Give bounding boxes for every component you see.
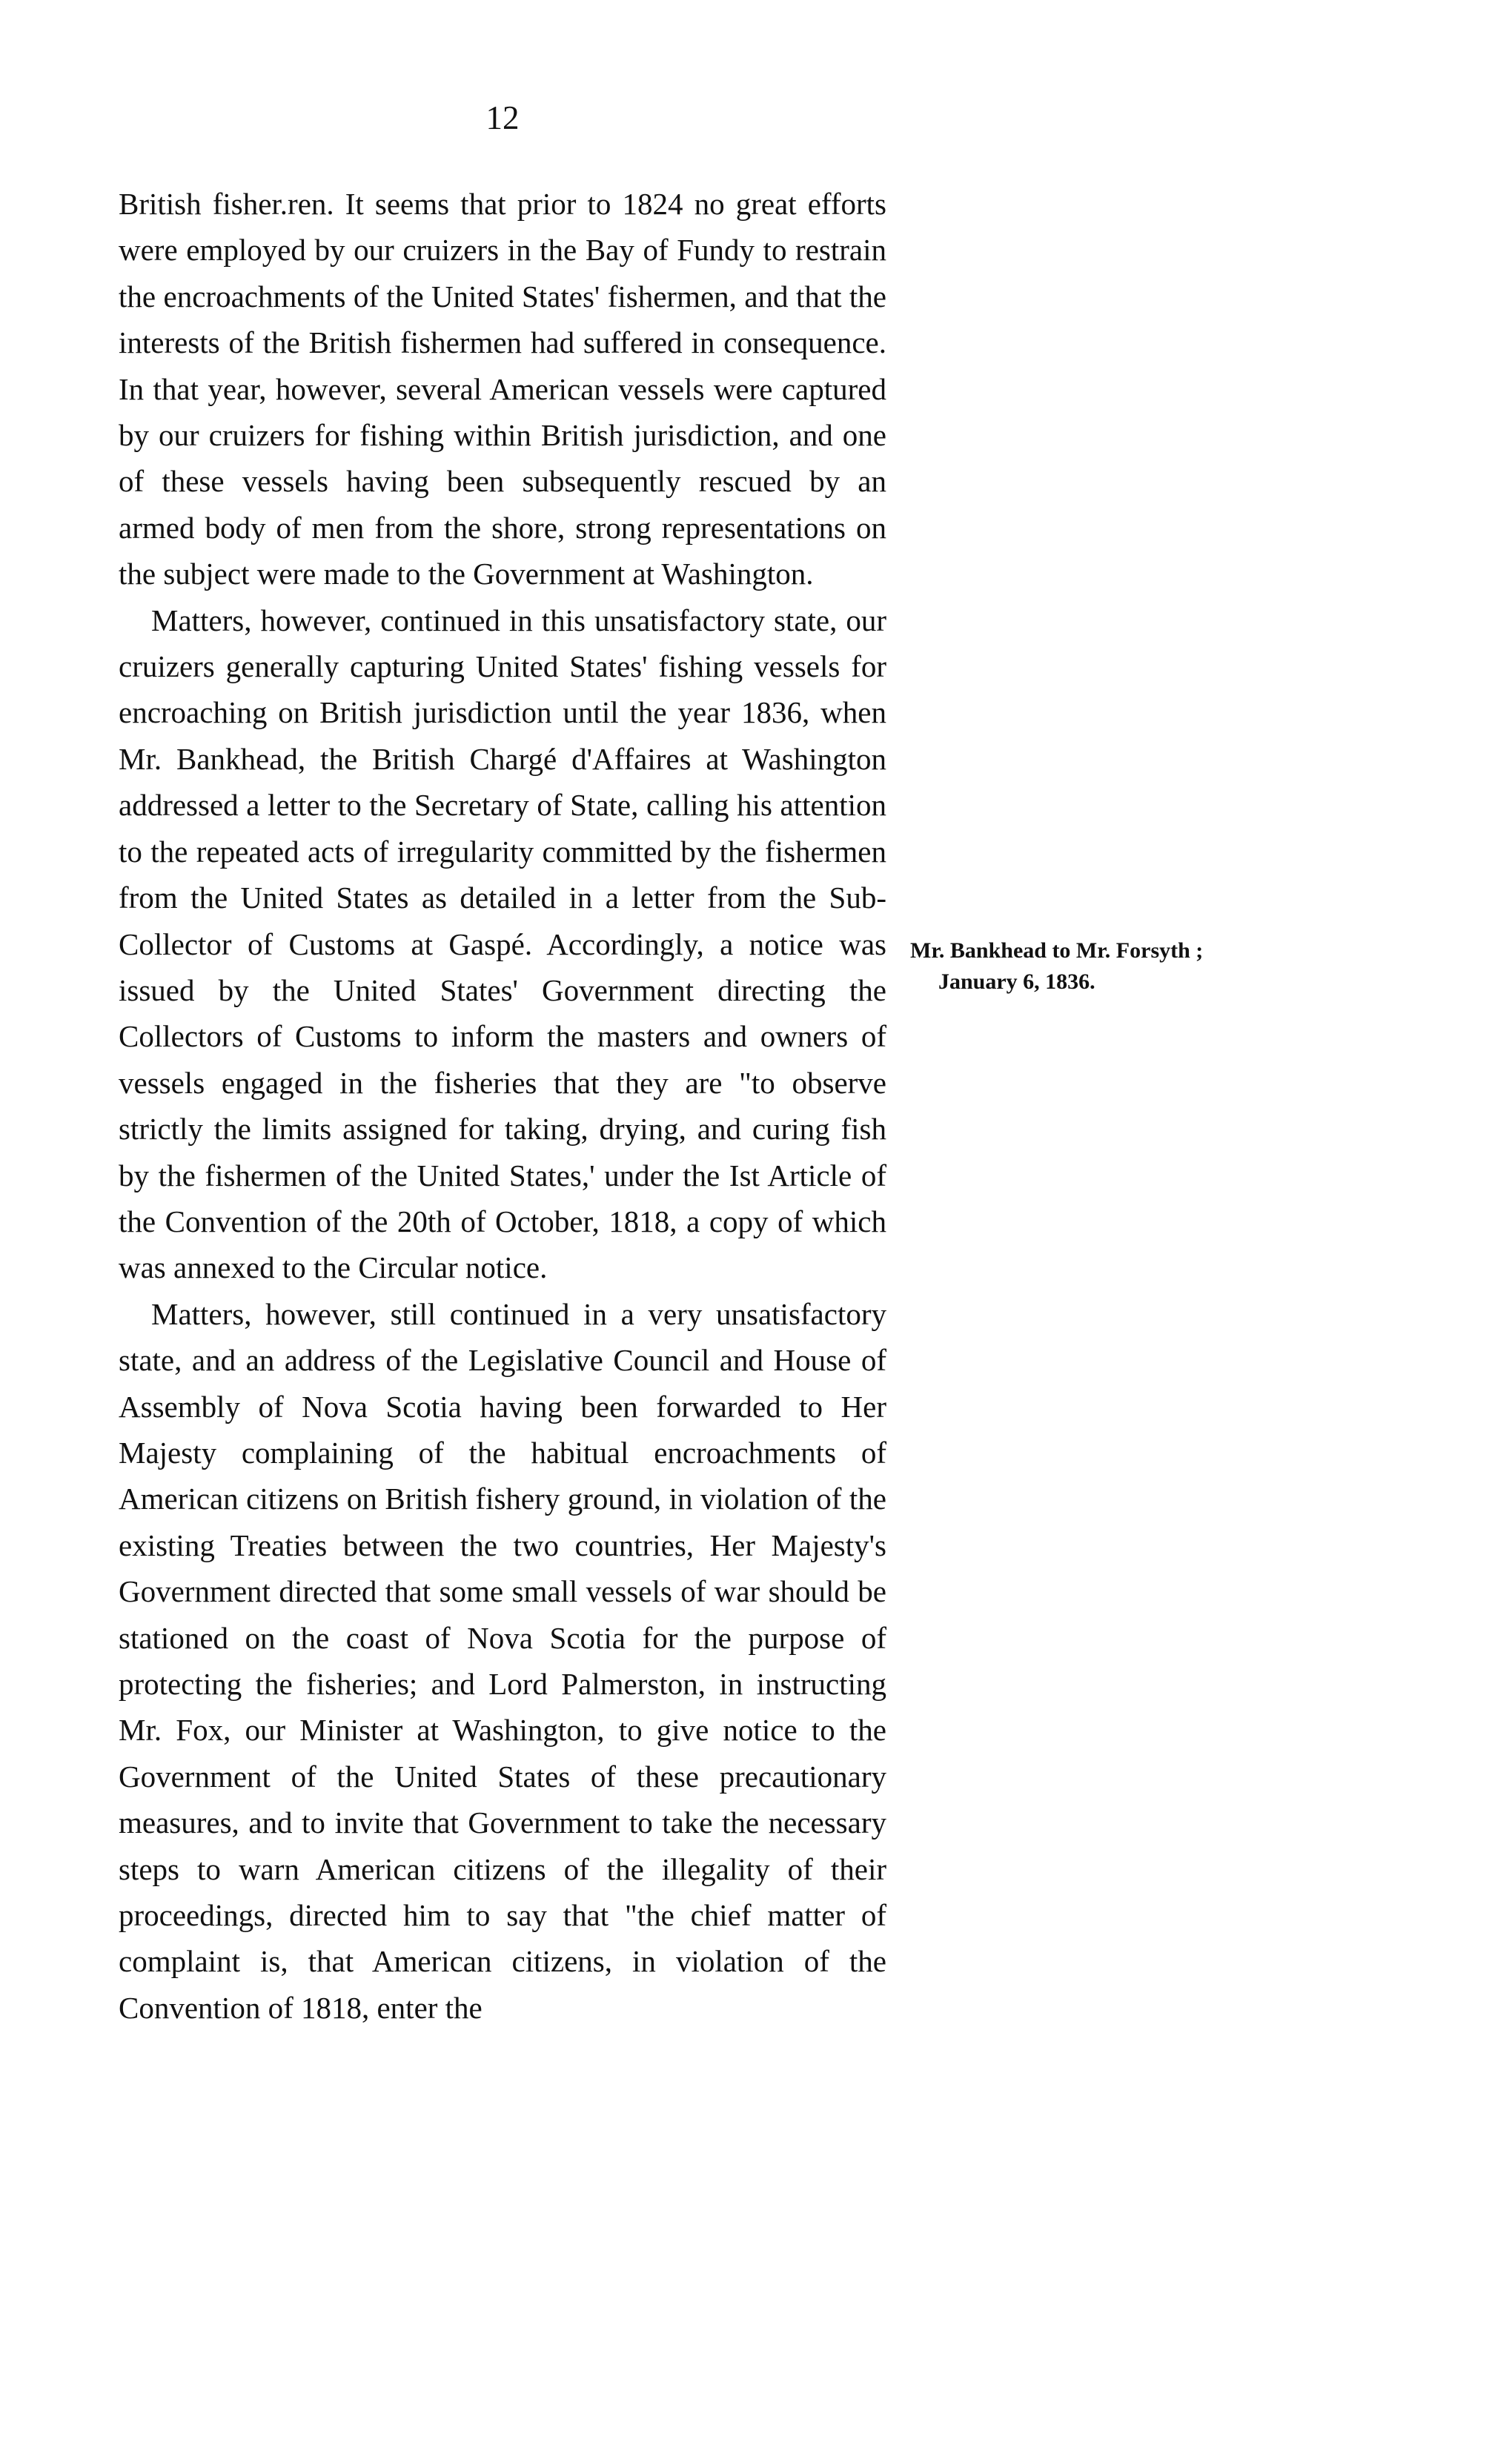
paragraph: Matters, however, still continued in a very unsatisfactory state, and an address of the Legislative Council and House of Assembly of Nova Scotia having been forwarded to Her Majesty complaining of the habitual encroachments of American citizens on British fishery ground, in violation of the existing Treaties between the two countries, Her Majesty's Government directed that some small vessels of war should be stationed on the coast of Nova Scotia for the purpose of protecting the fisheries; and Lord Palmerston, in instructing Mr. Fox, our Minister at Washington, to give notice to the Government of the United States of these precautionary measures, and to invite that Government to take the necessary steps to warn American citizens of the illegality of their proceedings, directed him to say that "the chief matter of complaint is, that American citizens, in violation of the Convention of 1818, enter the — [119, 1296, 886, 2025]
body-text — [119, 181, 886, 2031]
page-number: 12 — [485, 99, 520, 136]
margin-note-correspondents: Mr. Bankhead to Mr. Forsyth ; — [910, 938, 1204, 963]
paragraph: British fisher.ren. It seems that prior to 1824 no great efforts were employed by our cruizers in the Bay of Fundy to restrain the encroachments of the United States' fishermen, and that the interests of the British fishermen had suffered in consequence. In that year, however, several American vessels were captured by our cruizers for fishing within British jurisdiction, and one of these vessels having been subsequently rescued by an armed body of men from the shore, strong representations on the subject were made to the Government at Washington. — [119, 187, 886, 591]
paragraph: Matters, however, continued in this unsatisfactory state, our cruizers generally capturing United States' fishing vessels for encroaching on British jurisdiction until the year 1836, when Mr. Bankhead, the British Chargé d'Affaires at Washington addressed a letter to the Secretary of State, calling his attention to the repeated acts of irregularity committed by the fishermen from the United States as detailed in a letter from the Sub-Collector of Customs at Gaspé. Accordingly, a notice was issued by the United States' Government directing the Collectors of Customs to inform the masters and owners of vessels engaged in the fisheries that they are "to observe strictly the limits assigned for taking, drying, and curing fish by the fishermen of the United States,' under the Ist Article of the Convention of the 20th of October, 1818, a copy of which was annexed to the Circular notice. — [119, 603, 886, 1285]
margin-note-date: January 6, 1836. — [938, 969, 1095, 994]
margin-note — [910, 935, 1325, 998]
